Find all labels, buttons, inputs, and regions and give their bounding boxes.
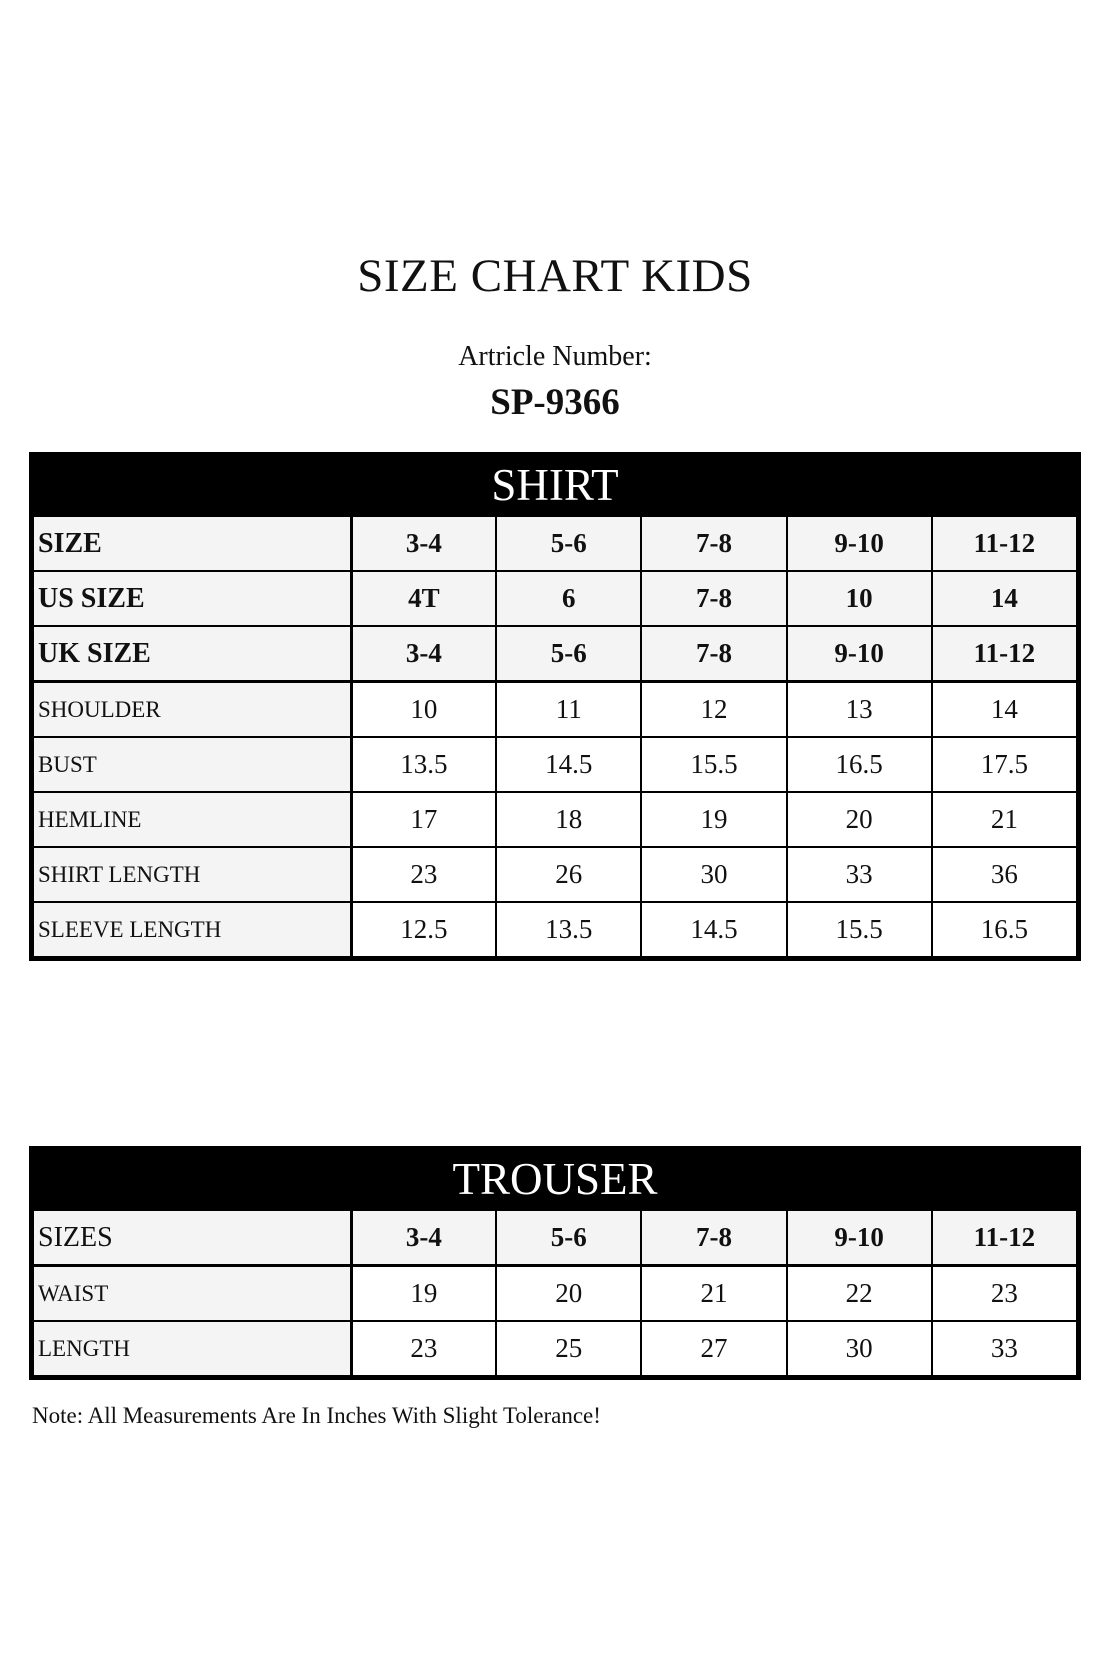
row-label-waist: WAIST — [33, 1266, 351, 1322]
table-cell: 3-4 — [351, 626, 496, 682]
table-cell: 5-6 — [496, 1210, 641, 1266]
table-cell: 7-8 — [641, 626, 786, 682]
table-row — [33, 1266, 1077, 1322]
row-label-us-size: US SIZE — [33, 571, 351, 626]
shirt-header: SHIRT — [32, 455, 1078, 515]
table-cell: 6 — [496, 571, 641, 626]
table-cell: 7-8 — [641, 571, 786, 626]
table-cell: 26 — [496, 847, 641, 902]
table-cell: 16.5 — [932, 902, 1077, 957]
table-cell: 10 — [787, 571, 932, 626]
table-row — [33, 1210, 1077, 1266]
row-label-bust: BUST — [33, 737, 351, 792]
table-cell: 23 — [932, 1266, 1077, 1322]
trouser-grid — [32, 1209, 1078, 1377]
table-cell: 19 — [641, 792, 786, 847]
table-row — [33, 571, 1077, 626]
table-cell: 4T — [351, 571, 496, 626]
table-cell: 17 — [351, 792, 496, 847]
table-cell: 9-10 — [787, 626, 932, 682]
trouser-size-table — [29, 1146, 1081, 1380]
shirt-size-table — [29, 452, 1081, 961]
table-row — [33, 847, 1077, 902]
article-number: SP-9366 — [490, 382, 620, 423]
row-label-shoulder: SHOULDER — [33, 682, 351, 738]
table-cell: 7-8 — [641, 1210, 786, 1266]
table-cell: 14.5 — [496, 737, 641, 792]
table-cell: 33 — [932, 1321, 1077, 1376]
table-cell: 5-6 — [496, 626, 641, 682]
row-label-uk-size: UK SIZE — [33, 626, 351, 682]
table-cell: 12.5 — [351, 902, 496, 957]
table-cell: 20 — [787, 792, 932, 847]
table-cell: 21 — [641, 1266, 786, 1322]
row-label-sleeve-length: SLEEVE LENGTH — [33, 902, 351, 957]
trouser-header: TROUSER — [32, 1149, 1078, 1209]
table-cell: 36 — [932, 847, 1077, 902]
table-cell: 15.5 — [641, 737, 786, 792]
table-cell: 7-8 — [641, 516, 786, 571]
table-cell: 14 — [932, 571, 1077, 626]
table-row — [33, 682, 1077, 738]
article-number-label: Artricle Number: — [458, 341, 652, 372]
shirt-grid — [32, 515, 1078, 958]
table-cell: 22 — [787, 1266, 932, 1322]
table-cell: 15.5 — [787, 902, 932, 957]
table-cell: 9-10 — [787, 1210, 932, 1266]
row-label-shirt-length: SHIRT LENGTH — [33, 847, 351, 902]
table-cell: 14 — [932, 682, 1077, 738]
table-cell: 30 — [641, 847, 786, 902]
row-label-hemline: HEMLINE — [33, 792, 351, 847]
table-cell: 23 — [351, 847, 496, 902]
table-cell: 17.5 — [932, 737, 1077, 792]
table-cell: 14.5 — [641, 902, 786, 957]
table-row — [33, 516, 1077, 571]
table-cell: 10 — [351, 682, 496, 738]
table-cell: 11 — [496, 682, 641, 738]
table-row — [33, 1321, 1077, 1376]
table-cell: 20 — [496, 1266, 641, 1322]
row-label-size: SIZE — [33, 516, 351, 571]
table-cell: 12 — [641, 682, 786, 738]
measurement-note: Note: All Measurements Are In Inches With Slight Tolerance! — [32, 1403, 601, 1428]
table-cell: 18 — [496, 792, 641, 847]
table-cell: 16.5 — [787, 737, 932, 792]
table-row — [33, 792, 1077, 847]
table-cell: 13 — [787, 682, 932, 738]
table-cell: 5-6 — [496, 516, 641, 571]
table-cell: 11-12 — [932, 626, 1077, 682]
table-row — [33, 626, 1077, 682]
table-cell: 25 — [496, 1321, 641, 1376]
table-cell: 13.5 — [496, 902, 641, 957]
row-label-length: LENGTH — [33, 1321, 351, 1376]
table-row — [33, 737, 1077, 792]
table-cell: 30 — [787, 1321, 932, 1376]
table-cell: 21 — [932, 792, 1077, 847]
table-cell: 23 — [351, 1321, 496, 1376]
table-cell: 9-10 — [787, 516, 932, 571]
table-cell: 19 — [351, 1266, 496, 1322]
table-cell: 13.5 — [351, 737, 496, 792]
table-row — [33, 902, 1077, 957]
page-title: SIZE CHART KIDS — [357, 250, 753, 302]
table-cell: 11-12 — [932, 516, 1077, 571]
table-cell: 3-4 — [351, 1210, 496, 1266]
table-cell: 33 — [787, 847, 932, 902]
table-cell: 27 — [641, 1321, 786, 1376]
table-cell: 3-4 — [351, 516, 496, 571]
row-label-sizes: SIZES — [33, 1210, 351, 1266]
table-cell: 11-12 — [932, 1210, 1077, 1266]
